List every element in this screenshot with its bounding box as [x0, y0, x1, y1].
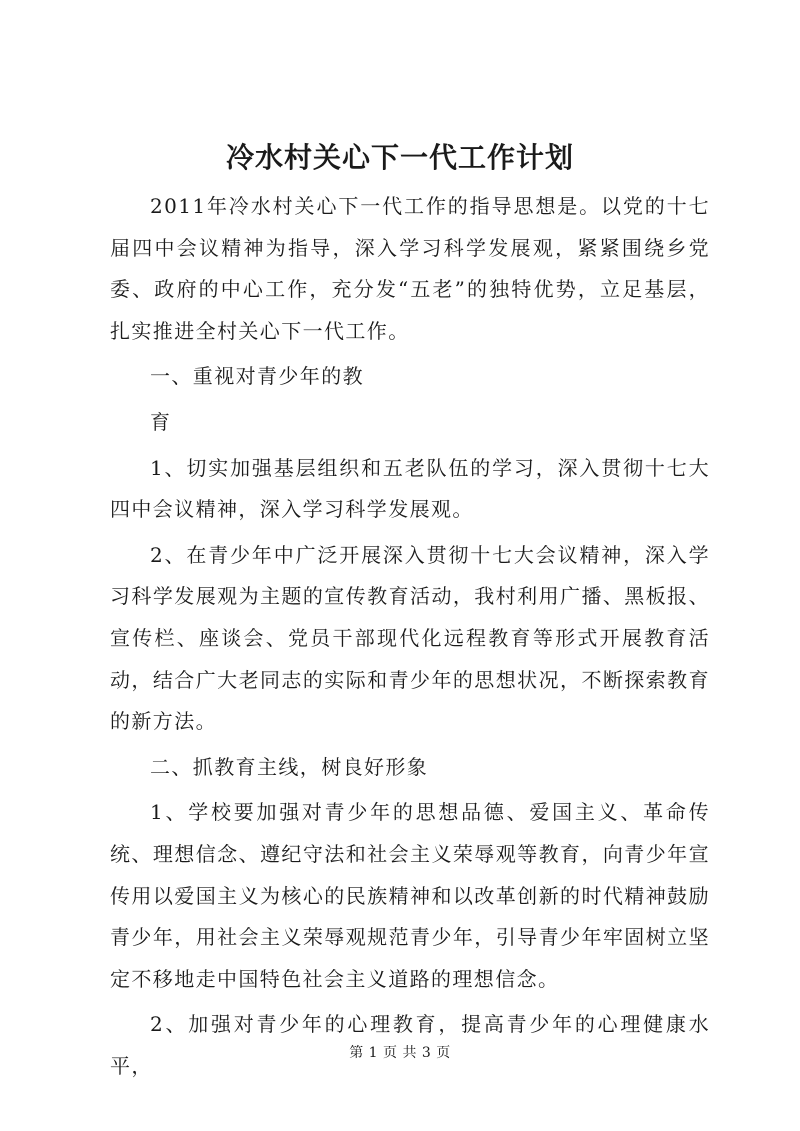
- intro-paragraph: 2011年冷水村关心下一代工作的指导思想是。以党的十七届四中会议精神为指导，深入学习科学发展观，紧紧围绕乡党委、政府的中心工作，充分发“五老”的独特优势，立足基层，扎实推进全村关心下一代工作。: [110, 194, 710, 343]
- document-body: [110, 186, 710, 1091]
- page-footer: 第 1 页 共 3 页: [349, 1045, 451, 1061]
- paragraph-2-2: 2、加强对青少年的心理教育，提高青少年的心理健康水平，: [110, 1012, 710, 1078]
- paragraph-1-1: 1、切实加强基层组织和五老队伍的学习，深入贯彻十七大四中会议精神，深入学习科学发展观。: [110, 455, 710, 522]
- section-heading-1-continued: 育: [150, 409, 172, 434]
- section-heading-2: 二、抓教育主线，树良好形象: [150, 754, 429, 779]
- paragraph-1-2: 2、在青少年中广泛开展深入贯彻十七大会议精神，深入学习科学发展观为主题的宣传教育活动，我村利用广播、黑板报、宣传栏、座谈会、党员干部现代化远程教育等形式开展教育活动，结合广大老同志的实际和青少年的思想状况，不断探索教育的新方法。: [110, 542, 710, 734]
- section-heading-1: 一、重视对青少年的教: [150, 364, 364, 389]
- document-title: 冷水村关心下一代工作计划: [225, 141, 574, 174]
- paragraph-2-1: 1、学校要加强对青少年的思想品德、爱国主义、革命传统、理想信念、遵纪守法和社会主义荣辱观等教育，向青少年宣传用以爱国主义为核心的民族精神和以改革创新的时代精神鼓励青少年，用社会主义荣辱观规范青少年，引导青少年牢固树立坚定不移地走中国特色社会主义道路的理想信念。: [110, 800, 710, 991]
